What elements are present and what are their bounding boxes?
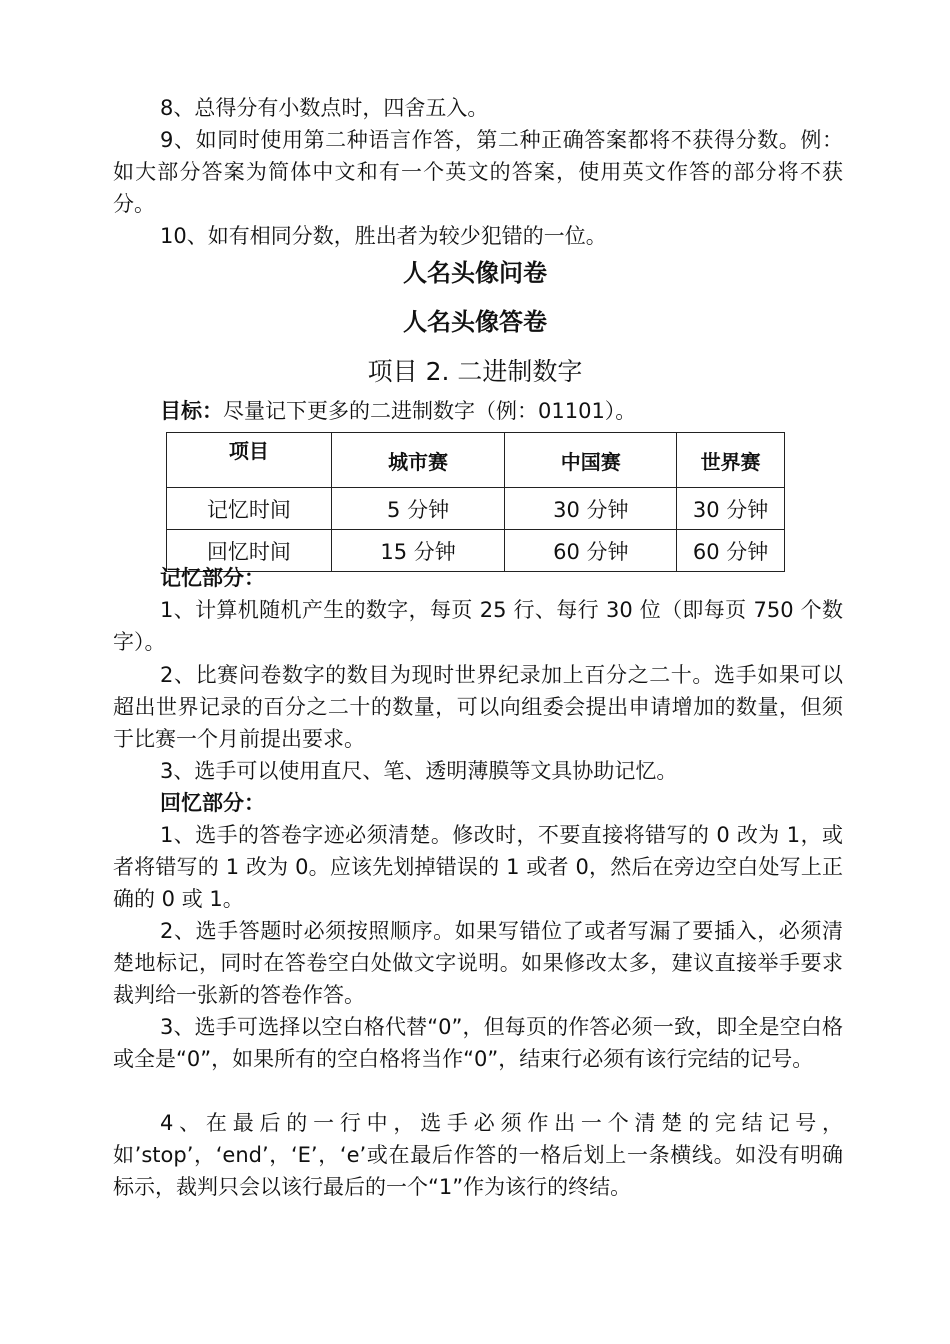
table-row bbox=[167, 488, 785, 530]
recall-item-1: 1、选手的答卷字迹必须清楚。修改时，不要直接将错写的 0 改为 1，或者将错写的 1 改为 0。应该先划掉错误的 1 或者 0，然后在旁边空白处写上正确的 0 或 1。 bbox=[113, 823, 843, 911]
goal-line bbox=[160, 395, 636, 427]
table-header-cell: 项目 bbox=[167, 433, 332, 488]
memory-item-2: 2、比赛问卷数字的数目为现时世界纪录加上百分之二十。选手如果可以超出世界记录的百分之二十的数量，可以向组委会提出申请增加的数量，但须于比赛一个月前提出要求。 bbox=[113, 663, 843, 751]
table-header-row bbox=[167, 433, 785, 488]
memory-item-3: 3、选手可以使用直尺、笔、透明薄膜等文具协助记忆。 bbox=[160, 759, 678, 783]
table-cell: 15 分钟 bbox=[331, 530, 505, 572]
memory-item-1: 1、计算机随机产生的数字，每页 25 行、每行 30 位（即每页 750 个数字）。 bbox=[113, 598, 843, 654]
table-cell: 记忆时间 bbox=[167, 488, 332, 530]
table-cell: 5 分钟 bbox=[331, 488, 505, 530]
recall-item-2: 2、选手答题时必须按照顺序。如果写错位了或者写漏了要插入，必须清楚地标记，同时在答卷空白处做文字说明。如果修改太多，建议直接举手要求裁判给一张新的答卷作答。 bbox=[113, 919, 843, 1007]
recall-heading: 回忆部分： bbox=[160, 791, 265, 815]
rule-8: 8、总得分有小数点时，四舍五入。 bbox=[160, 96, 489, 120]
table-cell: 30 分钟 bbox=[677, 488, 785, 530]
section-title-answer-sheet: 人名头像答卷 bbox=[403, 308, 547, 336]
memory-heading: 记忆部分： bbox=[160, 566, 265, 590]
rule-9: 9、如同时使用第二种语言作答，第二种正确答案都将不获得分数。例：如大部分答案为简体中文和有一个英文的答案，使用英文作答的部分将不获分。 bbox=[113, 128, 843, 216]
table-cell: 60 分钟 bbox=[505, 530, 677, 572]
recall-item-3: 3、选手可选择以空白格代替“0”，但每页的作答必须一致，即全是空白格或全是“0”，如果所有的空白格将当作“0”，结束行必须有该行完结的记号。 bbox=[113, 1015, 843, 1071]
table-cell: 回忆时间 bbox=[167, 530, 332, 572]
event-title: 项目 2. 二进制数字 bbox=[367, 357, 583, 386]
table-cell: 60 分钟 bbox=[677, 530, 785, 572]
section-title-questionnaire: 人名头像问卷 bbox=[403, 259, 547, 287]
goal-text: 尽量记下更多的二进制数字（例：01101）。 bbox=[223, 399, 637, 423]
rule-10: 10、如有相同分数，胜出者为较少犯错的一位。 bbox=[160, 224, 607, 248]
table-header-cell: 中国赛 bbox=[505, 433, 677, 488]
table-header-cell: 城市赛 bbox=[331, 433, 505, 488]
time-table bbox=[166, 432, 785, 572]
table-cell: 30 分钟 bbox=[505, 488, 677, 530]
recall-item-4: 4、在最后的一行中，选手必须作出一个清楚的完结记号，如’stop’，‘end’，‘E’，‘e’或在最后作答的一格后划上一条横线。如没有明确标示，裁判只会以该行最后的一个“1”作为该行的终结。 bbox=[113, 1111, 843, 1199]
table-header-cell: 世界赛 bbox=[677, 433, 785, 488]
goal-label: 目标： bbox=[160, 399, 223, 423]
